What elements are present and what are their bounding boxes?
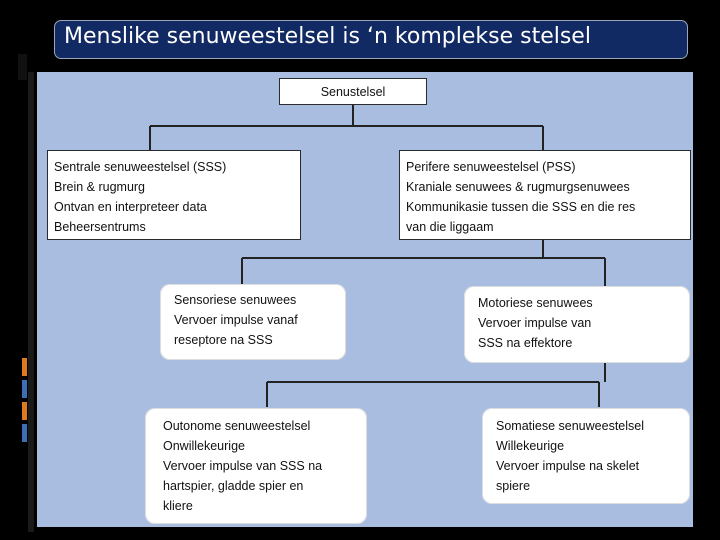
root-label: Senustelsel — [320, 85, 386, 99]
somatic-line: Willekeurige — [496, 439, 565, 453]
slide-title-box — [54, 20, 688, 59]
slide-title: Menslike senuweestelsel is ‘n komplekse stelsel — [64, 24, 591, 49]
sensory-line: reseptore na SSS — [174, 333, 273, 347]
central-line: Brein & rugmurg — [54, 180, 146, 194]
autonomic-line: Vervoer impulse van SSS na — [163, 459, 323, 473]
autonomic-nervous-system-box — [145, 408, 367, 524]
somatic-line: spiere — [496, 479, 531, 493]
accent-bar-blue — [22, 380, 27, 398]
connector-root-level1 — [150, 104, 543, 152]
autonomic-line: Onwillekeurige — [163, 439, 245, 453]
accent-bar-orange-2 — [22, 402, 27, 420]
nervous-system-diagram — [37, 72, 693, 527]
central-line: Ontvan en interpreteer data — [54, 200, 207, 214]
left-edge-strip — [28, 72, 34, 532]
sensory-line: Vervoer impulse vanaf — [174, 313, 298, 327]
autonomic-line: kliere — [163, 499, 193, 513]
accent-bar-orange — [22, 358, 27, 376]
sensory-nerves-box — [160, 284, 346, 360]
peripheral-line: Kommunikasie tussen die SSS en die res — [406, 200, 636, 214]
central-nervous-system-box — [47, 150, 301, 240]
left-edge-mark — [18, 54, 27, 80]
connector-pss-level2 — [242, 239, 605, 286]
motor-heading: Motoriese senuwees — [478, 296, 593, 310]
accent-bar-blue-2 — [22, 424, 27, 442]
motor-line: SSS na effektore — [478, 336, 573, 350]
motor-nerves-box — [464, 286, 690, 363]
peripheral-nervous-system-box — [399, 150, 691, 240]
autonomic-line: hartspier, gladde spier en — [163, 479, 304, 493]
somatic-nervous-system-box — [482, 408, 690, 504]
autonomic-heading: Outonome senuweestelsel — [163, 419, 311, 433]
central-line: Beheersentrums — [54, 220, 146, 234]
peripheral-heading: Perifere senuweestelsel (PSS) — [406, 160, 576, 174]
somatic-heading: Somatiese senuweestelsel — [496, 419, 644, 433]
connector-motor-level3 — [267, 362, 605, 407]
sensory-heading: Sensoriese senuwees — [174, 293, 297, 307]
somatic-line: Vervoer impulse na skelet — [496, 459, 640, 473]
central-heading: Sentrale senuweestelsel (SSS) — [54, 160, 227, 174]
peripheral-line: van die liggaam — [406, 220, 494, 234]
motor-line: Vervoer impulse van — [478, 316, 592, 330]
root-node — [279, 78, 427, 105]
peripheral-line: Kraniale senuwees & rugmurgsenuwees — [406, 180, 630, 194]
